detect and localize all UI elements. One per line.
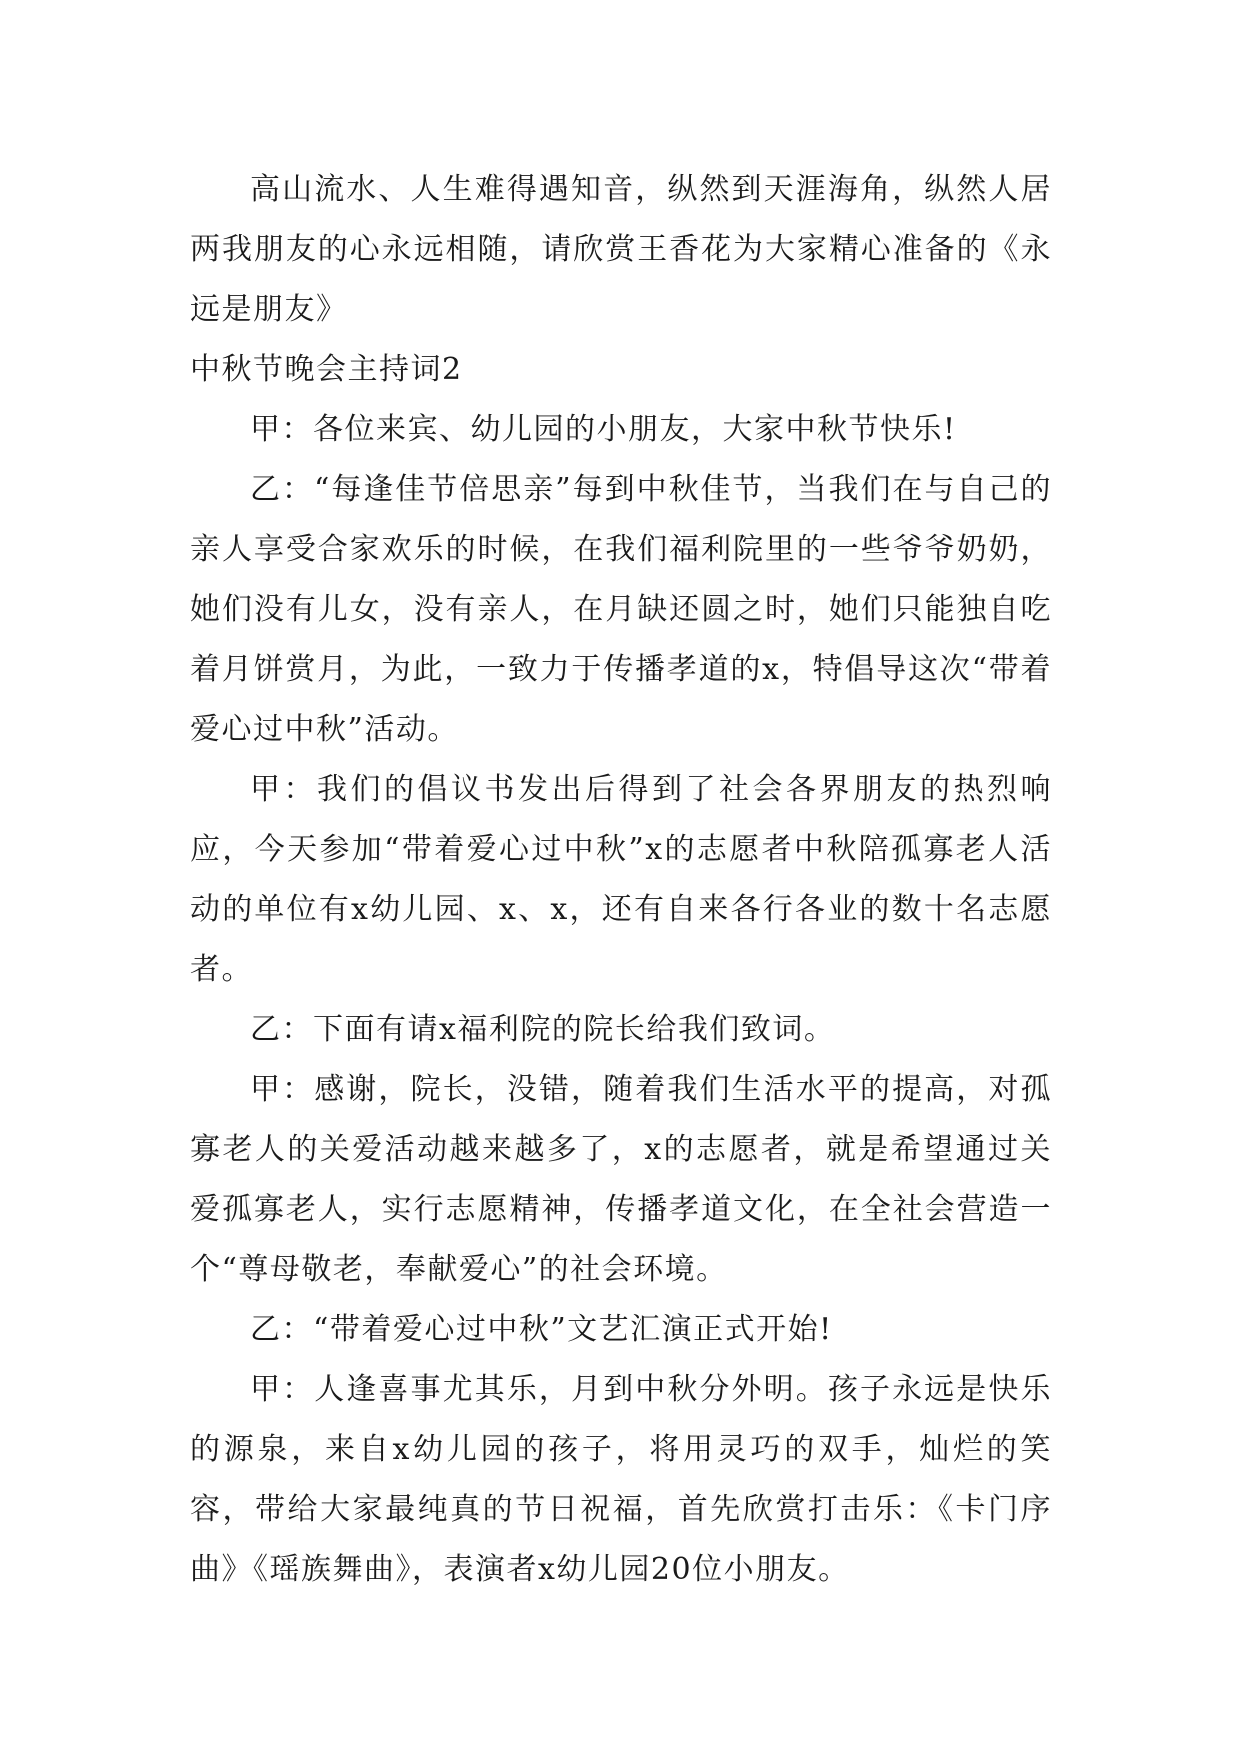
- paragraph: 乙：下面有请x福利院的院长给我们致词。: [250, 1012, 836, 1047]
- paragraph: 甲：感谢，院长，没错，随着我们生活水平的提高，对孤寡老人的关爱活动越来越多了，x的志愿者，就是希望通过关爱孤寡老人，实行志愿精神，传播孝道文化，在全社会营造一个“尊母敬老，奉献爱心”的社会环境。: [190, 1072, 1052, 1287]
- paragraph: 甲：各位来宾、幼儿园的小朋友，大家中秋节快乐!: [250, 412, 957, 447]
- paragraph: 甲：我们的倡议书发出后得到了社会各界朋友的热烈响应，今天参加“带着爱心过中秋”x的志愿者中秋陪孤寡老人活动的单位有x幼儿园、x、x，还有自来各行各业的数十名志愿者。: [190, 772, 1052, 987]
- paragraph: 乙：“每逢佳节倍思亲”每到中秋佳节，当我们在与自己的亲人享受合家欢乐的时候，在我们福利院里的一些爷爷奶奶，她们没有儿女，没有亲人，在月缺还圆之时，她们只能独自吃着月饼赏月，为此，一致力于传播孝道的x，特倡导这次“带着爱心过中秋”活动。: [190, 472, 1052, 747]
- paragraph: 甲：人逢喜事尤其乐，月到中秋分外明。孩子永远是快乐的源泉，来自x幼儿园的孩子，将用灵巧的双手，灿烂的笑容，带给大家最纯真的节日祝福，首先欣赏打击乐：《卡门序曲》《瑶族舞曲》，表演者x幼儿园20位小朋友。: [190, 1372, 1052, 1587]
- paragraph: 高山流水、人生难得遇知音，纵然到天涯海角，纵然人居两我朋友的心永远相随，请欣赏王香花为大家精心准备的《永远是朋友》: [190, 172, 1052, 327]
- paragraph: 乙：“带着爱心过中秋”文艺汇演正式开始!: [250, 1312, 833, 1347]
- document-body: [190, 160, 1052, 1600]
- section-heading: 中秋节晚会主持词2: [190, 352, 463, 387]
